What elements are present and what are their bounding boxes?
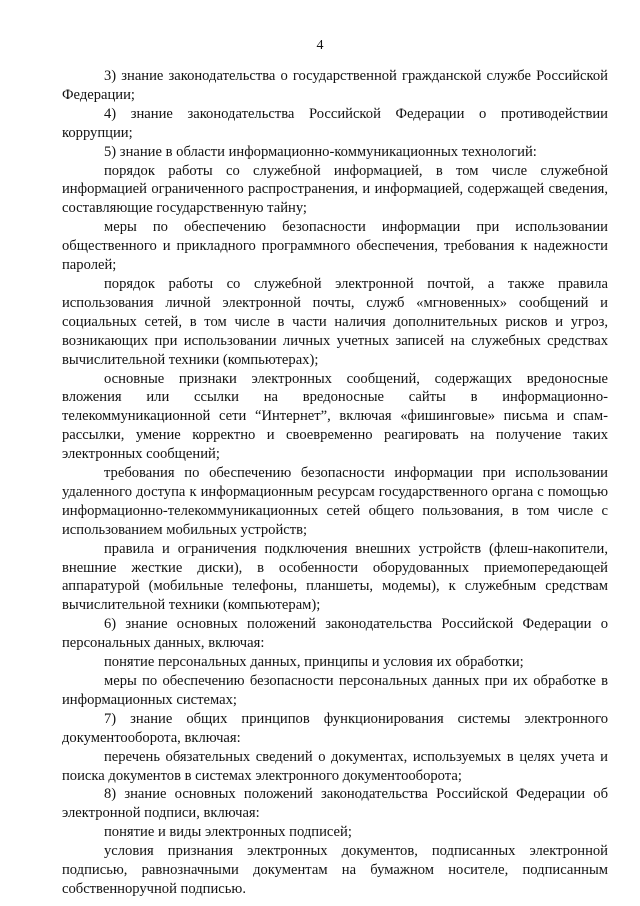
paragraph-knowledge-ict: 5) знание в области информационно-коммуникационных технологий: — [104, 143, 537, 160]
paragraph-remote-access-requirements: требования по обеспечению безопасности информации при использовании удаленного доступа к информационным ресурсам государственного органа с помощью информационно-телекоммуникационных сетей общего пользования, в том числе с использованием мобильных устройств; — [62, 465, 608, 538]
paragraph-official-information-procedure: порядок работы со служебной информацией, в том числе служебной информацией ограниченного распространения, и информацией, содержащей сведения, составляющие государственную тайну; — [62, 162, 608, 217]
paragraph-personal-data-security: меры по обеспечению безопасности персональных данных при их обработке в информационных системах; — [62, 673, 608, 708]
paragraph-knowledge-anticorruption-law: 4) знание законодательства Российской Федерации о противодействии коррупции; — [62, 105, 608, 141]
paragraph-malicious-messages-signs: основные признаки электронных сообщений, содержащих вредоносные вложения или ссылки на вредоносные сайты в информационно-телекоммуникационной сети “Интернет”, включая «фишинговые» письма и спам-рассылки, умение корректно и своевременно реагировать на получение таких электронных сообщений; — [62, 370, 608, 463]
page-number: 4 — [316, 38, 324, 53]
paragraph-e-signature-types: понятие и виды электронных подписей; — [104, 824, 352, 841]
paragraph-e-document-recognition: условия признания электронных документов, подписанных электронной подписью, равнозначными документам на бумажном носителе, подписанным собственноручной подписью. — [62, 843, 608, 897]
paragraph-knowledge-civil-service-law: 3) знание законодательства о государственной гражданской службе Российской Федерации; — [62, 68, 608, 103]
paragraph-software-security-measures: меры по обеспечению безопасности информации при использовании общественного и прикладного программного обеспечения, требования к надежности паролей; — [62, 219, 608, 274]
paragraph-personal-data-concept: понятие персональных данных, принципы и условия их обработки; — [104, 654, 524, 671]
paragraph-knowledge-personal-data-law: 6) знание основных положений законодательства Российской Федерации о персональных данных, включая: — [62, 616, 608, 652]
paragraph-mandatory-document-info: перечень обязательных сведений о документах, используемых в целях учета и поиска документов в системах электронного документооборота; — [62, 748, 608, 784]
paragraph-email-procedure: порядок работы со служебной электронной почтой, а также правила использования личной электронной почты, служб «мгновенных» сообщений и социальных сетей, в том числе в части наличия дополнительных рисков и угроз, возникающих при использовании личных учетных записей на служебных средствах вычислительной техники (компьютерах); — [62, 275, 608, 368]
paragraph-knowledge-edms-principles: 7) знание общих принципов функционирования системы электронного документооборота, включая: — [62, 710, 608, 746]
paragraph-knowledge-e-signature-law: 8) знание основных положений законодательства Российской Федерации об электронной подписи, включая: — [62, 786, 608, 822]
document-body — [62, 67, 608, 899]
paragraph-external-devices-rules: правила и ограничения подключения внешних устройств (флеш-накопители, внешние жесткие диски), в особенности оборудованных приемопередающей аппаратурой (мобильные телефоны, планшеты, модемы), к служебным средствам вычислительной техники (компьютерам); — [62, 540, 608, 614]
